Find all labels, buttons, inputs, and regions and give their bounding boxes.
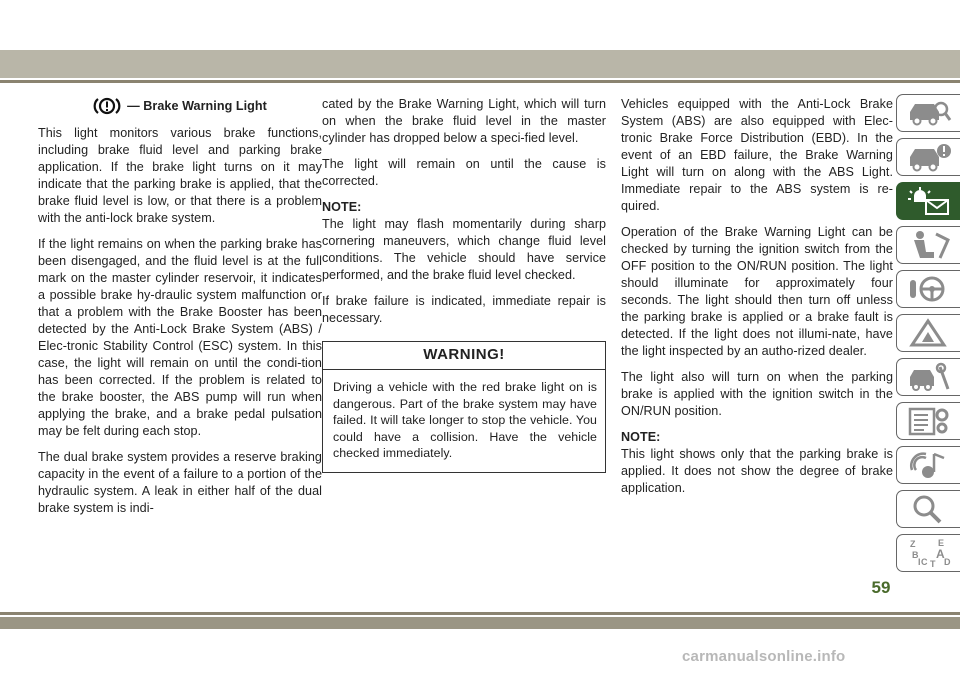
column-3 bbox=[621, 96, 893, 506]
paragraph: Vehicles equipped with the Anti-Lock Brake System (ABS) are also equipped with Elec-tronic Brake Force Distribution (EBD). In the event of an EBD failure, the Brake Warning Light will turn on along with the ABS Light. Immediate repair to the ABS system is re-quired. bbox=[621, 97, 893, 213]
svg-text:Z: Z bbox=[909, 539, 915, 549]
column-1 bbox=[38, 96, 322, 526]
column-2 bbox=[322, 96, 606, 473]
warning-box bbox=[322, 341, 606, 473]
tab-car-info[interactable] bbox=[896, 94, 960, 132]
paragraph: Operation of the Brake Warning Light can be checked by turning the ignition switch from the OFF position to the ON/RUN position. The light should illuminate for approximately four seconds. The light should then turn off unless the parking brake is applied or a brake fault is detected. If the light does not illumi-nate, have the light inspected by an autho-rized dealer. bbox=[621, 225, 893, 358]
note-text: The light may flash momentarily during sharp cornering maneuvers, which change fluid level conditions. The vehicle should have service performed, and the brake fluid level checked. bbox=[322, 217, 606, 282]
tab-search[interactable] bbox=[896, 490, 960, 528]
tab-starting-operating[interactable] bbox=[896, 270, 960, 308]
tab-multimedia[interactable] bbox=[896, 446, 960, 484]
paragraph: This light monitors various brake functions, including brake fluid level and parking brake application. If the brake light turns on it may indicate that the parking brake is applied, that the brake fluid level is low, or that there is a problem with the anti-lock brake system. bbox=[38, 126, 322, 225]
section-heading bbox=[38, 96, 322, 116]
warning-light-message-icon bbox=[906, 186, 952, 216]
top-rule bbox=[0, 80, 960, 83]
paragraph: The dual brake system provides a reserve braking capacity in the event of a failure to a portion of the hydraulic system. A leak in either half of the dual brake system is indi- bbox=[38, 450, 322, 515]
tab-index[interactable] bbox=[896, 534, 960, 572]
index-letters-icon bbox=[906, 538, 952, 568]
tab-specifications[interactable] bbox=[896, 402, 960, 440]
paragraph: The light also will turn on when the parking brake is applied with the ignition switch in the ON/RUN position. bbox=[621, 370, 893, 418]
warning-title: WARNING! bbox=[323, 342, 605, 370]
multimedia-icon bbox=[906, 450, 952, 480]
car-service-icon bbox=[906, 362, 952, 392]
warning-text: Driving a vehicle with the red brake light on is dangerous. Part of the brake system may have failed. It will take longer to stop the vehicle. You could have a collision. Have the vehicle checked immediately. bbox=[333, 380, 597, 460]
tab-servicing[interactable] bbox=[896, 358, 960, 396]
specifications-icon bbox=[906, 406, 952, 436]
note-text: This light shows only that the parking brake is applied. It does not show the degree of brake application. bbox=[621, 447, 893, 495]
car-info-icon bbox=[906, 98, 952, 128]
svg-text:T: T bbox=[929, 559, 935, 568]
paragraph: The light will remain on until the cause is corrected. bbox=[322, 157, 606, 188]
road-warning-icon bbox=[906, 318, 952, 348]
svg-text:B: B bbox=[911, 550, 918, 560]
tab-warning-lights[interactable] bbox=[896, 182, 960, 220]
note-heading: NOTE: bbox=[621, 430, 661, 444]
car-alert-icon bbox=[906, 142, 952, 172]
svg-text:D: D bbox=[943, 557, 950, 567]
paragraph: If the light remains on when the parking brake has been disengaged, and the fluid level is at the full mark on the master cylinder reservoir, it indicates a possible brake hy-draulic system malfunction or that a problem with the Brake Booster has been detected by the Anti-Lock Brake System (ABS) / Elec-tronic Stability Control (ESC) system. In this case, the light will remain on until the condi-tion has been corrected. If the problem is related to the brake booster, the ABS pump will run when applying the brake, and a brake pedal pulsation may be felt during each stop. bbox=[38, 237, 322, 438]
paragraph: If brake failure is indicated, immediate repair is necessary. bbox=[322, 294, 606, 325]
note-heading: NOTE: bbox=[322, 200, 362, 214]
svg-text:E: E bbox=[937, 538, 944, 548]
watermark: carmanualsonline.info bbox=[682, 648, 846, 665]
paragraph: cated by the Brake Warning Light, which will turn on when the brake fluid level in the master cylinder has dropped below a speci-fied level. bbox=[322, 97, 606, 145]
chapter-tabs bbox=[896, 94, 960, 578]
svg-text:C: C bbox=[920, 557, 927, 567]
brake-warning-icon bbox=[93, 97, 121, 115]
tab-car-alert[interactable] bbox=[896, 138, 960, 176]
svg-text:A: A bbox=[935, 547, 945, 561]
steering-wheel-icon bbox=[906, 274, 952, 304]
tab-safety[interactable] bbox=[896, 226, 960, 264]
top-band bbox=[0, 50, 960, 78]
svg-text:I: I bbox=[917, 557, 921, 567]
section-title: — Brake Warning Light bbox=[127, 98, 267, 113]
bottom-band bbox=[0, 617, 960, 629]
bottom-rule bbox=[0, 612, 960, 615]
page-number: 59 bbox=[871, 578, 891, 597]
search-magnifier-icon bbox=[906, 494, 952, 524]
seat-airbag-icon bbox=[906, 230, 952, 260]
tab-emergencies[interactable] bbox=[896, 314, 960, 352]
